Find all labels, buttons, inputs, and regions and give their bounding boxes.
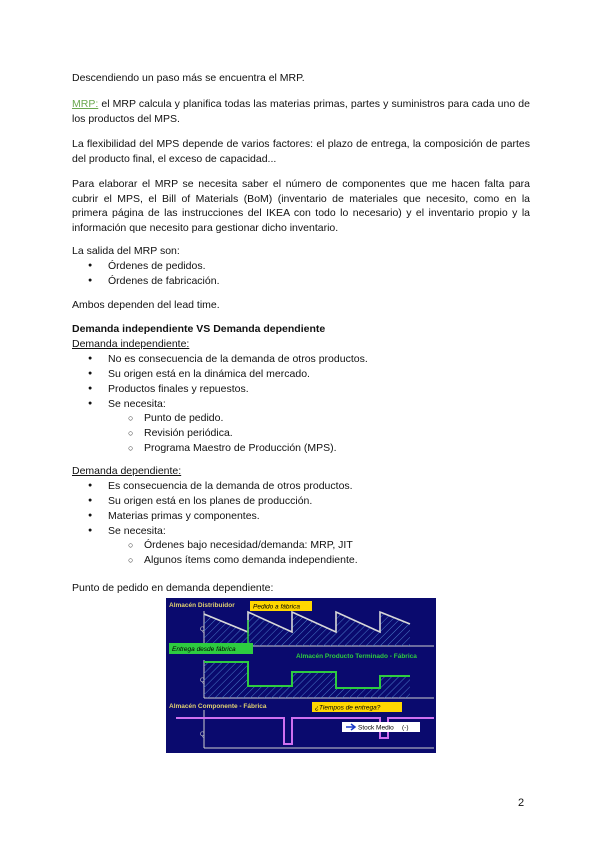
independent-item: ● Su origen está en la dinámica del mercado. [90,367,292,382]
section-title: Demanda independiente VS Demanda dependiente [72,323,326,335]
mrp-term: MRP: [72,98,99,110]
pedido-label: Pedido a fábrica [253,603,300,611]
producto-label: Almacén Producto Terminado - Fábrica [296,653,417,660]
dependent-subitem: ○ Algunos ítems como demanda independiente. [128,553,342,568]
stock-value: (-) [402,724,409,732]
independent-subitem: ○ Programa Maestro de Producción (MPS). [128,441,321,456]
output-item: ● Órdenes de pedidos. [90,259,187,274]
mrp-definition-text: el MRP calcula y planifica todas las materias primas, partes y suministros para cada uno de los productos del MPS. [72,98,530,125]
intro-paragraph: Descendiendo un paso más se encuentra el MRP. [72,72,305,84]
entrega-label: Entrega desde fábrica [172,646,236,653]
dependent-item: ● Materias primas y componentes. [90,509,242,524]
stock-label: Stock Medio [358,724,394,732]
page-number: 2 [518,797,525,809]
axis-q-label: Q [200,678,205,684]
dependent-item: ● Es consecuencia de la demanda de otros productos. [90,479,335,494]
dependent-heading: Demanda dependiente: [72,465,182,477]
tiempos-label: ¿Tiempos de entrega? [315,704,381,712]
independent-subitem: ○ Punto de pedido. [128,411,207,426]
independent-item: ● No es consecuencia de la demanda de otros productos. [90,352,350,367]
independent-item: ● Se necesita: [90,397,148,412]
lead-time-paragraph: Ambos dependen del lead time. [72,299,220,311]
mrp-definition [72,97,530,126]
mrp-needs-paragraph: Para elaborar el MRP se necesita saber el número de componentes que me hacen falta para cubrir el MPS, el Bill of Materials (BoM) (inventario de materiales que necesito, como en la primera página de las instrucciones del IKEA con todo lo necesario) y el inventario propio y la información que necesito para gestionar dicho inventario. [72,178,530,234]
independent-item: ● Productos finales y repuestos. [90,382,231,397]
axis-q-label: Q [200,627,205,633]
independent-heading: Demanda independiente: [72,338,190,350]
dependent-item: ● Se necesita: [90,524,148,539]
dependent-demand-diagram [166,598,436,753]
independent-subitem: ○ Revisión periódica. [128,426,217,441]
output-item: ● Órdenes de fabricación. [90,274,201,289]
componente-label: Almacén Componente - Fábrica [169,703,267,710]
output-intro: La salida del MRP son: [72,245,180,257]
mps-flexibility-paragraph: La flexibilidad del MPS depende de varios factores: el plazo de entrega, la composición de partes del producto final, el exceso de capacidad... [72,138,530,165]
dependent-subitem: ○ Órdenes bajo necesidad/demanda: MRP, JIT [128,538,337,553]
figure-caption: Punto de pedido en demanda dependiente: [72,582,274,594]
axis-q-label: Q [200,732,205,738]
distribuidor-label: Almacén Distribuidor [169,602,235,609]
dependent-item: ● Su origen está en los planes de producción. [90,494,294,509]
